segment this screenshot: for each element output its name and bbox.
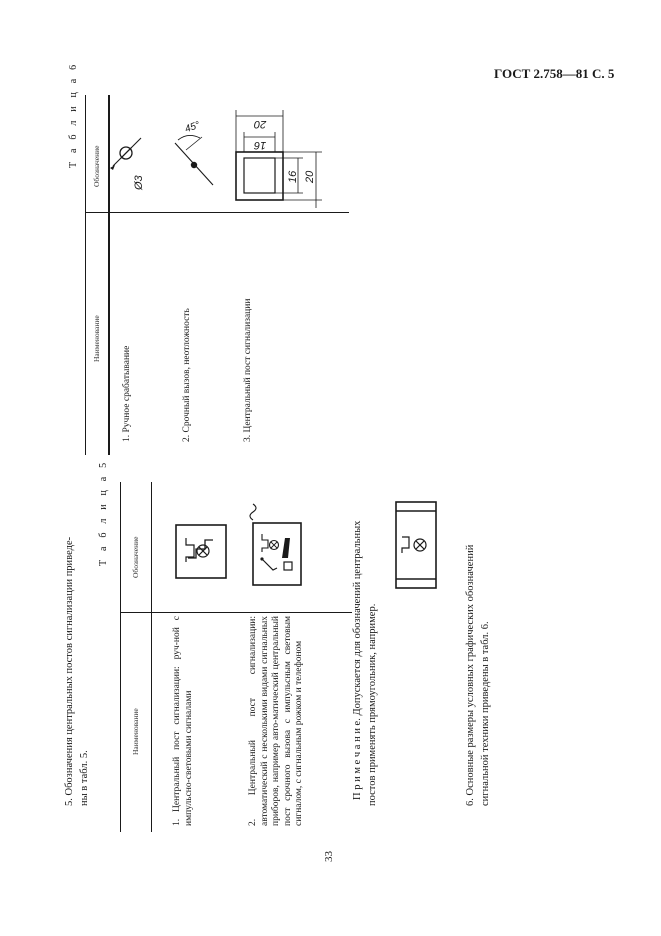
table-5-row-1-text: 1. Центральный пост сигнализации: руч-ной с импульсно-световыми сигналами	[172, 616, 194, 826]
table-6-col-name: Наименование	[92, 315, 101, 362]
dim-top-inner: 16	[254, 139, 267, 151]
table-6-col-symbol: Обозначение	[92, 145, 101, 187]
dim-right-outer: 20	[304, 170, 316, 183]
paragraph-5-line-1: 5. Обозначения центральных постов сигнализации приведе-	[64, 536, 75, 806]
dim-top-outer: 20	[254, 118, 267, 130]
dim-right-inner: 16	[287, 170, 299, 183]
paragraph-6-line-2: сигнальной техники приведены в табл. 6.	[480, 621, 491, 806]
paragraph-6-line-1: 6. Основные размеры условных графических обозначений	[465, 544, 476, 806]
table-6-label: Т а б л и ц а 6	[68, 61, 79, 168]
table-5-col-symbol: Обозначение	[131, 536, 140, 578]
manual-activation-dim: Ø3	[133, 175, 145, 190]
table-5-label: Т а б л и ц а 5	[98, 459, 109, 566]
table-5-row-2-text: 2. Центральный пост сигнализации: автоматический с несколькими видами сигнальных приборов, например авто-матический центральный пост срочного вызова с импульсным световым сигналом, с сигнальным рожком и телефоном	[248, 616, 304, 826]
table-6-row-3-text: 3. Центральный пост сигнализации	[243, 298, 253, 442]
page-number: 33	[323, 851, 335, 862]
note-line-1: П р и м е ч а н и е. Допускается для обозначений центральных	[352, 520, 363, 800]
paragraph-5-line-2: ны в табл. 5.	[79, 750, 90, 806]
table-5-col-name: Наименование	[131, 708, 140, 755]
document-code: ГОСТ 2.758—81 С. 5	[494, 66, 615, 81]
table-6-row-1-text: 1. Ручное срабатывание	[122, 345, 132, 442]
table-6-row-2-text: 2. Срочный вызов, неотложность	[182, 308, 192, 442]
note-line-2: постов применять прямоугольник, например.	[367, 603, 378, 806]
urgent-call-angle-dim: 45°	[183, 119, 202, 136]
